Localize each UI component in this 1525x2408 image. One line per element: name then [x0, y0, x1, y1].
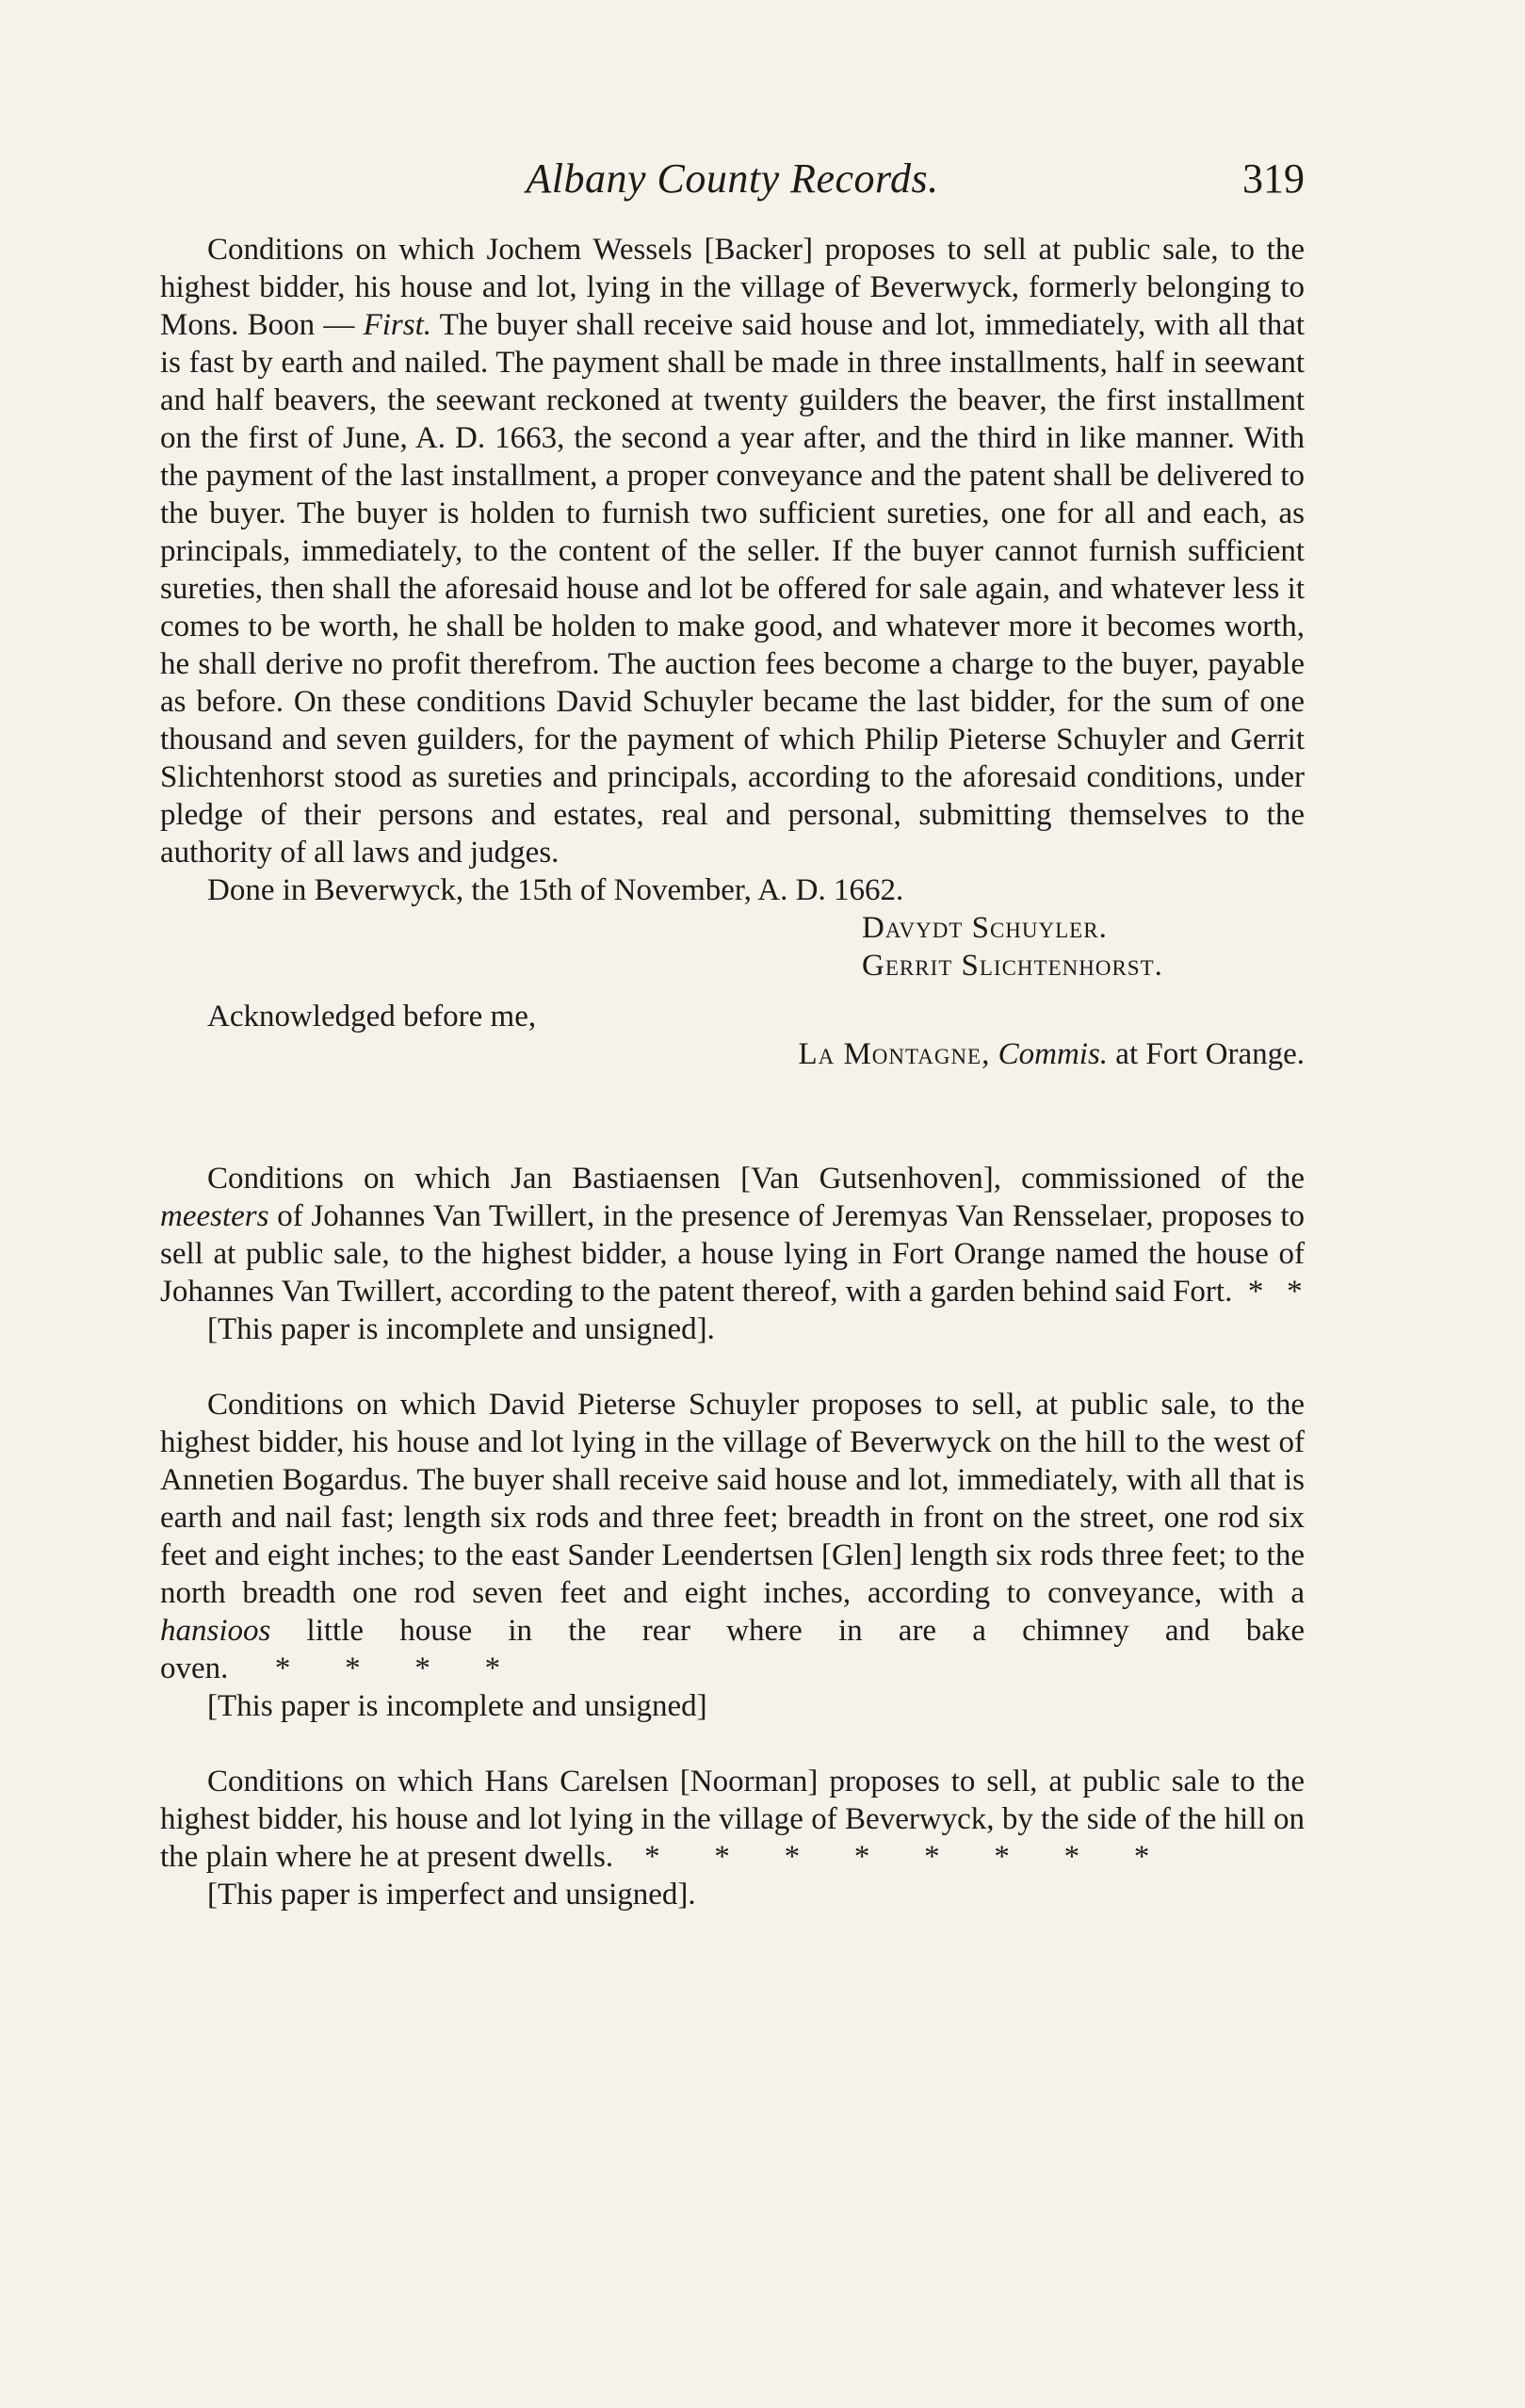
dated-line: Done in Beverwyck, the 15th of November, A. D. 1662. — [207, 873, 904, 907]
ellipsis-stars: * * * * — [274, 1651, 501, 1685]
paragraph-text: Conditions on which Jochem Wessels [Backer] proposes to sell at public sale, to the highest bidder, his house and lot, lying in the village of Beverwyck, formerly belonging to Mons. Boon — — [160, 233, 1305, 342]
paragraph-text: Conditions on which Hans Carelsen [Noorman] proposes to sell, at public sale to the highest bidder, his house and lot lying in the village of Beverwyck, by the side of the hill on the plain where he at present dwells. — [160, 1765, 1305, 1874]
editorial-note: [This paper is imperfect and unsigned]. — [207, 1878, 696, 1912]
signature-davydt-schuyler: Davydt Schuyler. — [862, 911, 1108, 945]
paragraph-jan-bastiaensen — [160, 1160, 1305, 1310]
spacer — [160, 1348, 1305, 1386]
paragraph-text: of Johannes Van Twillert, in the presence of Jeremyas Van Rensselaer, proposes to sell at public sale, to the highest bidder, a house lying in Fort Orange named the house of Johannes Van Twillert, according to the patent thereof, with a garden behind said Fort. — [160, 1199, 1306, 1309]
acknowledgment-signature — [160, 1035, 1305, 1073]
signer-place: at Fort Orange. — [1115, 1037, 1305, 1071]
paragraph-hans-carelsen — [160, 1763, 1305, 1876]
page-number: 319 — [1242, 155, 1305, 202]
paragraph-text: Conditions on which David Pieterse Schuyler proposes to sell, at public sale, to the highest bidder, his house and lot lying in the village of Beverwyck on the hill to the west of Annetien Bogardus. The buyer shall receive said house and lot, immediately, with all that is earth and nail fast; length six rods and three feet; breadth in front on the street, one rod six feet and eight inches; to the east Sander Leendertsen [Glen] length six rods three feet; to the north breadth one rod seven feet and eight inches, according to conveyance, with a — [160, 1388, 1305, 1610]
signer-name: La Montagne, — [798, 1037, 991, 1071]
spacer — [160, 1725, 1305, 1763]
editorial-note: [This paper is incomplete and unsigned] — [207, 1689, 707, 1723]
spacer — [160, 1073, 1305, 1160]
signer-role: Commis. — [998, 1037, 1109, 1071]
running-title: Albany County Records. — [526, 155, 939, 202]
paragraph-david-pieterse-schuyler — [160, 1386, 1305, 1687]
paragraph-jochem-wessels — [160, 231, 1305, 871]
ellipsis-stars: * * — [1247, 1275, 1303, 1309]
ellipsis-stars: * * * * * * * * — [644, 1840, 1150, 1874]
italic-meesters: meesters — [160, 1199, 269, 1233]
paragraph-text: little house in the rear where in are a chimney and bake oven. — [160, 1614, 1306, 1685]
paragraph-text: Conditions on which Jan Bastiaensen [Van Gutsenhoven], commissioned of the — [207, 1162, 1305, 1196]
acknowledged-line: Acknowledged before me, — [207, 1000, 537, 1033]
page-header — [160, 151, 1305, 207]
signature-gerrit-slichtenhorst: Gerrit Slichtenhorst. — [862, 949, 1163, 983]
paragraph-text: The buyer shall receive said house and lot, immediately, with all that is fast by earth and nailed. The payment shall be made in three installments, half in seewant and half beavers, the seewant reckoned at twenty guilders the beaver, the first installment on the first of June, A. D. 1663, the second a year after, and the third in like manner. With the payment of the last installment, a proper conveyance and the patent shall be delivered to the buyer. The buyer is holden to furnish two sufficient sureties, one for all and each, as principals, immediately, to the content of the seller. If the buyer cannot furnish sufficient sureties, then shall the aforesaid house and lot be offered for sale again, and whatever less it comes to be worth, he shall be holden to make good, and whatever more it becomes worth, he shall derive no profit therefrom. The auction fees become a charge to the buyer, payable as before. On these conditions David Schuyler became the last bidder, for the sum of one thousand and seven guilders, for the payment of which Philip Pieterse Schuyler and Gerrit Slichtenhorst stood as sureties and principals, according to the aforesaid conditions, under pledge of their persons and estates, real and personal, submitting themselves to the authority of all laws and judges. — [160, 308, 1306, 870]
editorial-note: [This paper is incomplete and unsigned]. — [207, 1312, 715, 1346]
document-body — [160, 231, 1305, 1913]
italic-hansioos: hansioos — [160, 1614, 271, 1648]
italic-first: First. — [363, 308, 432, 342]
